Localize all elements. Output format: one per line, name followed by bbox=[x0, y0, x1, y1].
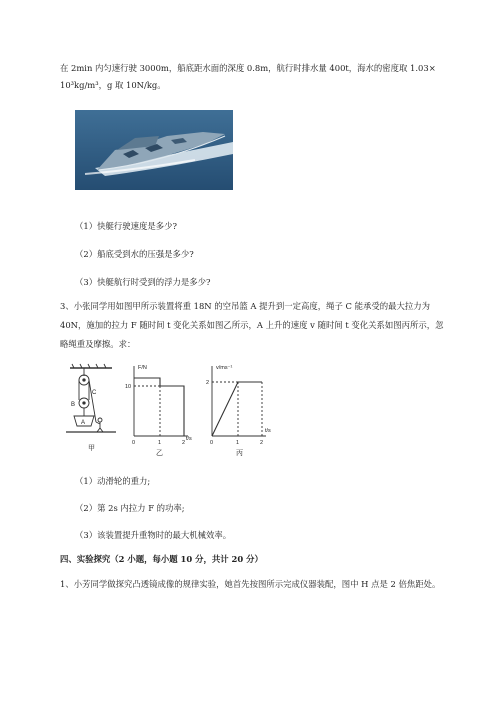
figure-yi-xtick-0: 0 bbox=[132, 440, 136, 446]
figure-bing-caption: 丙 bbox=[236, 450, 243, 457]
figure-jia-pulley bbox=[66, 364, 116, 432]
q3-figures bbox=[62, 360, 282, 460]
figure-yi-xtick-1: 1 bbox=[158, 440, 162, 446]
figure-bing-xlabel: t/s bbox=[265, 428, 271, 434]
q3-text-line-3: 略绳重及摩擦。求： bbox=[60, 339, 136, 349]
q2-subquestion-2: （2）船底受到水的压强是多少? bbox=[75, 249, 194, 259]
figure-jia-caption: 甲 bbox=[88, 445, 95, 452]
figure-jia-label-b: B bbox=[71, 402, 76, 408]
figure-bing-xtick-0: 0 bbox=[210, 440, 214, 446]
figure-jia-label-a: A bbox=[81, 420, 86, 426]
q3-subquestion-2: （2）第 2s 内拉力 F 的功率; bbox=[75, 503, 185, 513]
figure-yi-caption: 乙 bbox=[156, 450, 163, 457]
figure-jia-label-c: C bbox=[92, 390, 97, 396]
figure-bing-xtick-1: 1 bbox=[236, 440, 240, 446]
q3-text-line-1: 3、小张同学用如图甲所示装置将重 18N 的空吊篮 A 提升到一定高度，绳子 C 能承受的最大拉力为 bbox=[60, 301, 430, 311]
q3-text-line-2: 40N，施加的拉力 F 随时间 t 变化关系如图乙所示，A 上升的速度 v 随时间 t 变化关系如图丙所示，忽 bbox=[60, 320, 444, 330]
q2-text-line-1: 在 2min 内匀速行驶 3000m，船底距水面的深度 0.8m，航行时排水量 400t，海水的密度取 1.03× bbox=[60, 63, 436, 73]
figure-bing-graph bbox=[212, 366, 266, 436]
q3-subquestion-1: （1）动滑轮的重力; bbox=[75, 476, 151, 486]
q2-text-line-2: 10³kg/m³，g 取 10N/kg。 bbox=[60, 80, 166, 90]
section-4-heading: 四、实验探究（2 小题，每小题 10 分，共计 20 分） bbox=[60, 554, 263, 564]
q2-subquestion-1: （1）快艇行驶速度是多少? bbox=[75, 221, 177, 231]
figure-yi-graph bbox=[134, 366, 188, 436]
q3-subquestion-3: （3）该装置提升重物时的最大机械效率。 bbox=[75, 530, 232, 540]
figure-bing-xtick-2: 2 bbox=[260, 440, 264, 446]
figure-bing-ylabel: v/ms⁻¹ bbox=[216, 365, 233, 371]
q2-subquestion-3: （3）快艇航行时受到的浮力是多少? bbox=[75, 277, 211, 287]
figure-yi-xtick-2: 2 bbox=[182, 440, 186, 446]
figure-yi-xlabel: t/s bbox=[186, 436, 192, 442]
section-4-question-1: 1、小芳同学做探究凸透镜成像的规律实验，她首先按图所示完成仪器装配，图中 H 点是 2 倍焦距处。 bbox=[60, 579, 441, 589]
speedboat-photo bbox=[75, 110, 233, 190]
figure-yi-ylabel: F/N bbox=[138, 365, 147, 371]
figure-bing-ytick: 2 bbox=[206, 380, 210, 386]
figure-yi-ytick: 10 bbox=[125, 384, 132, 390]
